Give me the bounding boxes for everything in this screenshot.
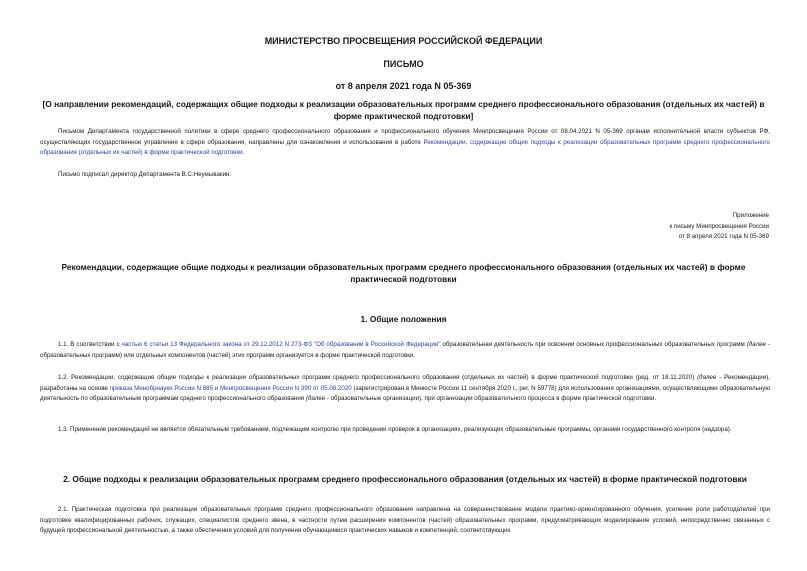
paragraph-text: 1.2. Рекомендации, содержащие общие подходы к реализации образовательных программ среднего профессионального образования (отдельных их частей) в форме практической подготовки (ред. от 18.11.2020) bbox=[58, 374, 698, 381]
recommendations-link[interactable]: Рекомендации, содержащие общие подходы к реализации образовательных программ среднего профессионального образования (отдельных их частей) в форме практической подготовки bbox=[40, 138, 770, 157]
document-date-number: от 8 апреля 2021 года N 05-369 bbox=[335, 81, 472, 91]
paragraph-text: (зарегистрирован в Минюсте России 11 сентября 2020 г., рег. N 59778) для использования организациями, осуществляющими образовательную деятельность по образовательным программам среднего профессионального образования bbox=[40, 384, 770, 403]
paragraph-text: - образовательные организации), при организации образовательного процесса в форме практической подготовки. bbox=[325, 395, 657, 403]
paragraph-1-3: 1.3. Применение рекомендаций не является обязательным требованием, подлежащим контролю при проведении проверок в организациях, реализующих образовательные программы, органами государственного контроля (надзора). bbox=[58, 426, 732, 433]
paragraph-2-1: 2.1. Практическая подготовка при реализации образовательных программ среднего профессионального образования направлена на совершенствование модели практико-ориентированного обучения, усиление роли работодателей при подготовке квалифицированных рабочих, служащих, специалистов среднего звена, в частности путем расширения компонентов (частей) образовательных программ, предусматривающих моделирование условий, непосредственно связанных с будущей профессиональной деятельностью, а также обеспечения условий для получения обучающимися практических навыков и компетенций, соответствующих bbox=[40, 506, 770, 535]
appendix-line: Приложение bbox=[732, 212, 769, 219]
paragraph-text: - образовательных программ) или отдельных компонентов (частей) этих программ организуется в форме практической подготовки. bbox=[40, 341, 771, 359]
section-1-title: 1. Общие положения bbox=[360, 314, 447, 324]
paragraph-1-2 bbox=[40, 373, 770, 405]
intro-text-end: . bbox=[242, 149, 245, 157]
ministry-heading: МИНИСТЕРСТВО ПРОСВЕЩЕНИЯ РОССИЙСКОЙ ФЕДЕРАЦИИ bbox=[264, 36, 543, 46]
paragraph-italic: (далее bbox=[305, 395, 326, 403]
paragraph-text: образовательная деятельность при освоении основных профессиональных образовательных программ bbox=[440, 341, 747, 348]
law-link[interactable]: частью 6 статьи 13 Федерального закона от 29.12.2012 N 273-ФЗ "Об образовании в Российской Федерации" bbox=[121, 341, 441, 348]
section-2-title: 2. Общие подходы к реализации образовательных программ среднего профессионального образования (отдельных их частей) в форме практической подготовки bbox=[63, 474, 747, 484]
paragraph-text: 1.1. В соответствии с bbox=[58, 341, 122, 348]
appendix-line: к письму Минпросвещения России bbox=[669, 222, 769, 230]
order-link[interactable]: приказа Минобрнауки России N 885 и Минпросвещения России N 390 от 05.08.2020 bbox=[109, 384, 352, 392]
appendix-line: от 8 апреля 2021 года N 05-369 bbox=[678, 233, 769, 241]
signature-paragraph: Письмо подписал директор Департамента В.С.Неумывакин. bbox=[58, 171, 232, 178]
paragraph-text: - Рекомендации), разработаны на основе bbox=[40, 374, 770, 392]
paragraph-italic: (далее bbox=[746, 341, 766, 348]
intro-text: Письмом Департамента государственной политики в сфере среднего профессионального образования и профессионального обучения Минпросвещения России от 08.04.2021 N 05-369 органам исполнительной власти субъектов РФ, осуществляющих государственное управление в сфере образования, направлены для ознакомления и использования в работе bbox=[40, 128, 770, 146]
intro-paragraph bbox=[40, 127, 770, 159]
paragraph-italic: (далее bbox=[697, 374, 717, 381]
document-type: ПИСЬМО bbox=[383, 59, 424, 69]
recommendations-title: Рекомендации, содержащие общие подходы к реализации образовательных программ среднего профессионального образования (отдельных их частей) в форме практической подготовки bbox=[61, 262, 746, 284]
appendix-note bbox=[669, 211, 769, 243]
document-subject: [О направлении рекомендаций, содержащих общие подходы к реализации образовательных программ среднего профессионального образования (отдельных их частей) в форме практической подготовки] bbox=[42, 99, 765, 121]
paragraph-1-1 bbox=[40, 340, 770, 361]
